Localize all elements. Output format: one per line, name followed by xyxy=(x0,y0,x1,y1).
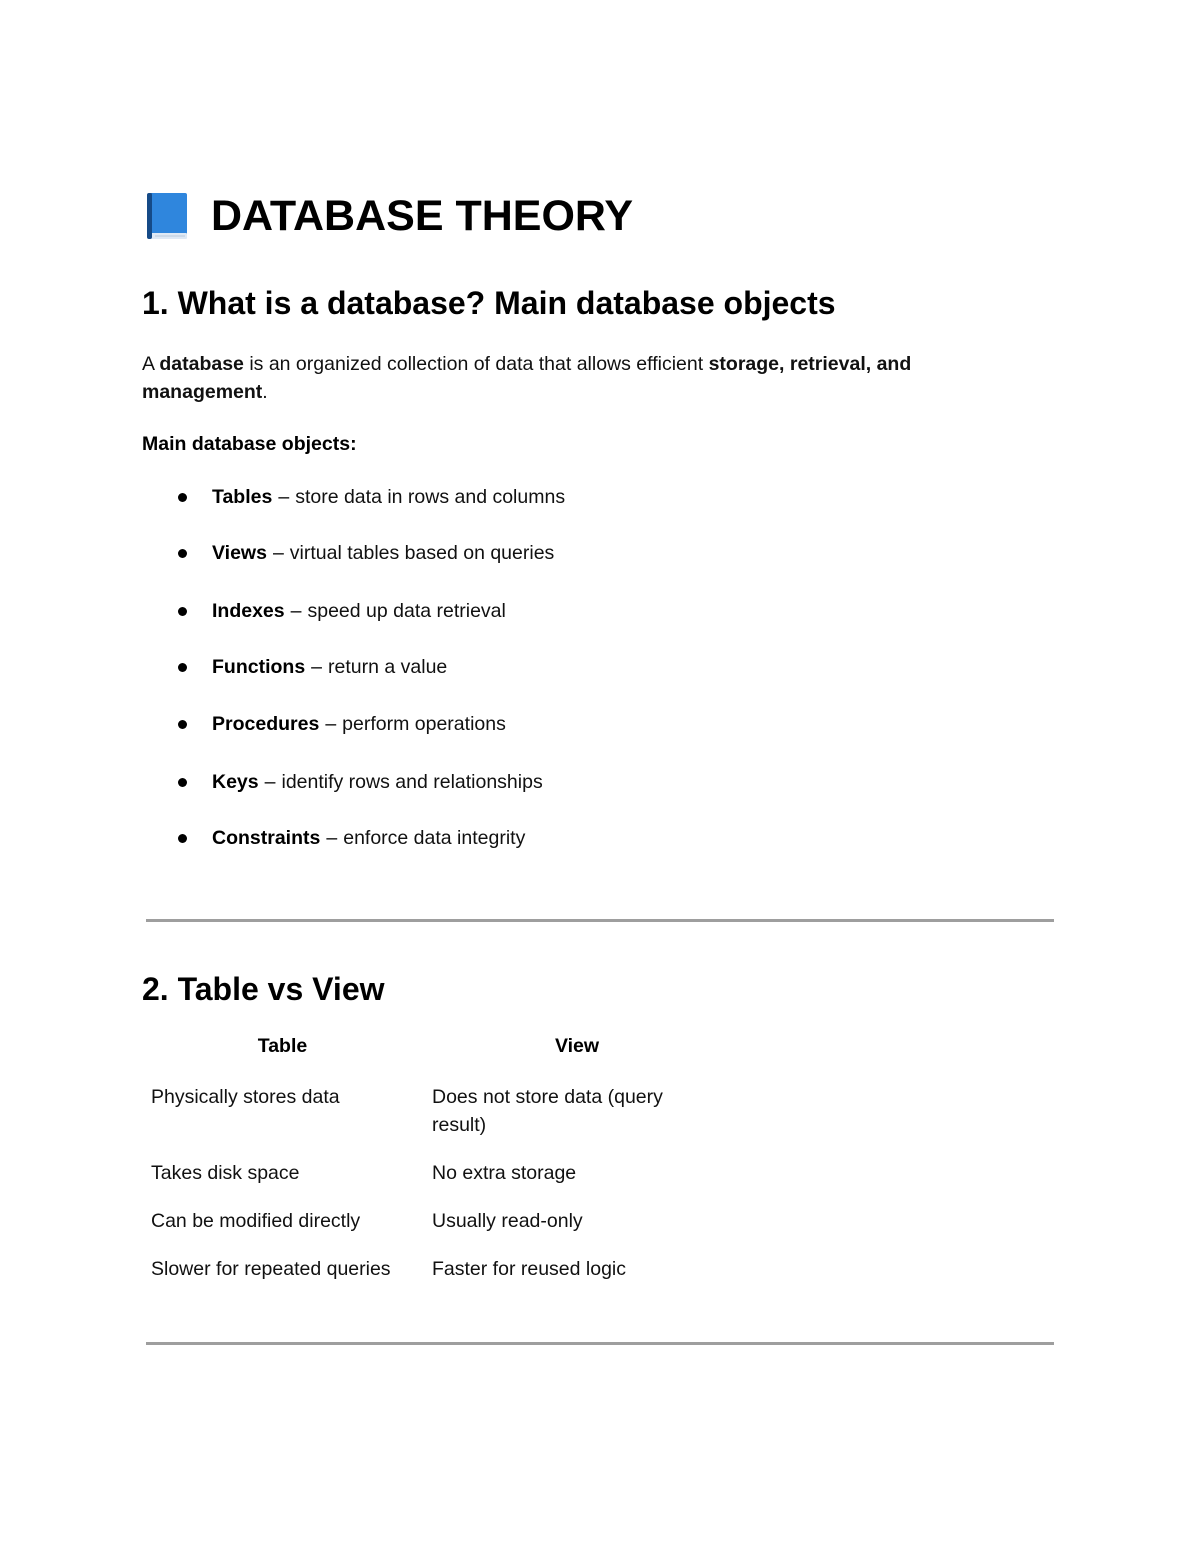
table-cell: Physically stores data xyxy=(151,1086,340,1108)
list-item-term: Indexes xyxy=(212,599,285,622)
list-item-separator: – xyxy=(272,541,284,564)
list-item-description: perform operations xyxy=(342,712,506,735)
list-item-separator: – xyxy=(264,770,276,793)
table-cell: Can be modified directly xyxy=(151,1210,361,1232)
horizontal-divider xyxy=(146,919,1054,922)
list-item-term: Functions xyxy=(212,655,306,678)
definition-text-2: is an organized collection of data that allows efficient xyxy=(243,353,709,375)
definition-text-1: A xyxy=(142,353,160,375)
bullet-icon xyxy=(178,720,187,729)
list-item-description: speed up data retrieval xyxy=(307,599,506,622)
list-item xyxy=(178,768,543,796)
table-cell: Takes disk space xyxy=(151,1162,300,1184)
blue-book-icon xyxy=(143,190,193,242)
list-item xyxy=(178,597,506,625)
bullet-icon xyxy=(178,834,187,843)
column-header-table: Table xyxy=(257,1035,308,1057)
list-item-separator: – xyxy=(325,712,337,735)
objects-subheading: Main database objects: xyxy=(142,433,357,455)
definition-emphasis: storage, retrieval, and management xyxy=(142,353,912,403)
table-row xyxy=(142,1245,731,1293)
list-item-term: Views xyxy=(212,541,267,564)
bullet-icon xyxy=(178,607,187,616)
list-item-term: Keys xyxy=(212,770,259,793)
table-cell: Slower for repeated queries xyxy=(151,1258,391,1280)
section-1-heading: 1. What is a database? Main database objects xyxy=(142,285,836,321)
list-item-separator: – xyxy=(290,599,302,622)
list-item xyxy=(178,710,506,738)
bullet-icon xyxy=(178,549,187,558)
list-item-term: Procedures xyxy=(212,712,320,735)
table-row xyxy=(142,1149,731,1197)
list-item xyxy=(178,824,525,852)
document-title-text: DATABASE THEORY xyxy=(211,191,634,240)
table-row xyxy=(142,1073,731,1149)
table-vs-view-table xyxy=(142,1027,731,1293)
section-2-heading: 2. Table vs View xyxy=(142,971,385,1007)
list-item xyxy=(178,483,565,511)
list-item-separator: – xyxy=(326,826,338,849)
bullet-icon xyxy=(178,663,187,672)
horizontal-divider xyxy=(146,1342,1054,1345)
column-header-view: View xyxy=(554,1035,600,1057)
table-row xyxy=(142,1197,731,1245)
list-item-description: enforce data integrity xyxy=(343,826,526,849)
list-item xyxy=(178,539,554,567)
list-item-separator: – xyxy=(311,655,323,678)
bullet-icon xyxy=(178,778,187,787)
table-cell: Faster for reused logic xyxy=(432,1258,627,1280)
document-title xyxy=(143,186,633,246)
database-definition xyxy=(142,350,1042,406)
list-item-description: virtual tables based on queries xyxy=(289,541,555,564)
list-item xyxy=(178,653,447,681)
list-item-term: Constraints xyxy=(212,826,321,849)
table-header-row xyxy=(142,1027,731,1073)
table-cell: No extra storage xyxy=(432,1162,577,1184)
list-item-description: return a value xyxy=(328,655,448,678)
table-cell: Usually read-only xyxy=(432,1210,583,1232)
table-cell: Does not store data (query result) xyxy=(432,1086,663,1136)
list-item-separator: – xyxy=(278,485,290,508)
bullet-icon xyxy=(178,493,187,502)
definition-term: database xyxy=(159,353,244,375)
list-item-term: Tables xyxy=(212,485,273,508)
list-item-description: store data in rows and columns xyxy=(295,485,566,508)
list-item-description: identify rows and relationships xyxy=(281,770,543,793)
definition-text-3: . xyxy=(262,381,268,403)
